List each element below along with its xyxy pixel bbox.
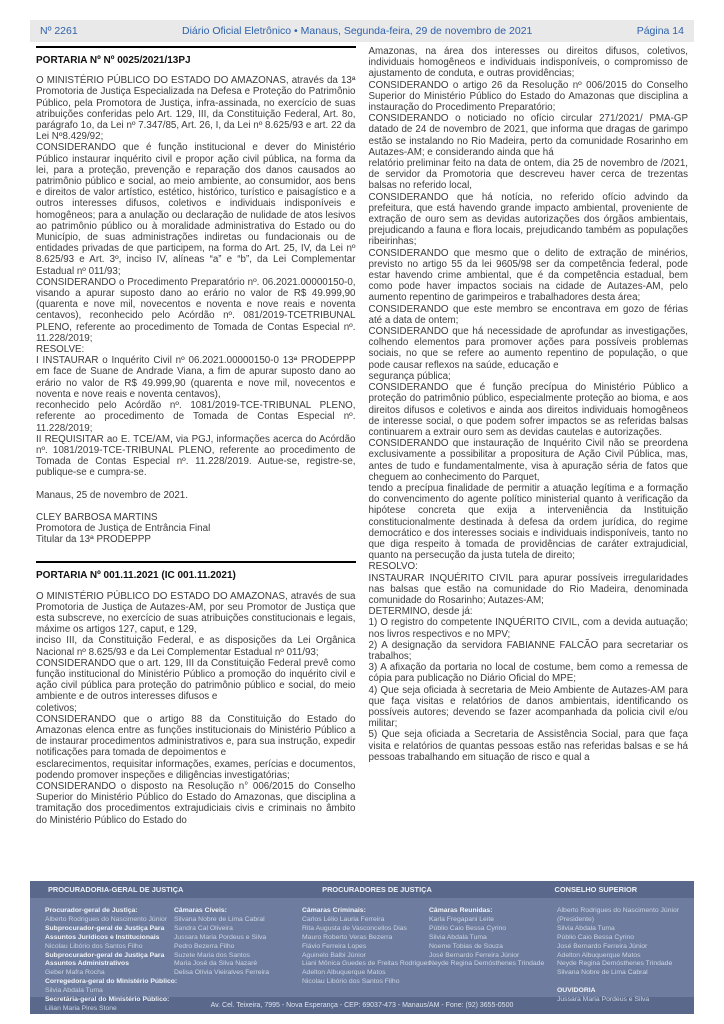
page-number: Página 14: [636, 25, 684, 37]
footer-name-line: Karla Fregapani Leite: [429, 915, 494, 923]
body-paragraph: 4) Que seja oficiada à secretaria de Meio Ambiente de Autazes-AM para que faça visitas e relatórios de danos ambientais, identificando os possíveis autores; devendo se fazer acompanhada da policia civil e/ou militar;: [368, 684, 688, 730]
footer-name-line: Sandra Cal Oliveira: [174, 924, 233, 932]
footer-name-line: Suzete Maria dos Santos: [174, 951, 250, 959]
footer-header-band: [30, 881, 694, 898]
footer-name-line: Subprocurador-geral de Justiça Para: [45, 924, 165, 932]
portaria1-body: [36, 75, 356, 478]
body-paragraph: II REQUISITAR ao E. TCE/AM, via PGJ, informações acerca do Acórdão nº. 1081/2019-TCE-TRIBUNAL PLENO, referente ao procedimento de Tomada de Contas Especial nº. 11.228/2019. Autue-se, registre-se, publique-se e cumpra-se.: [36, 433, 356, 479]
portaria2-title: PORTARIA Nº 001.11.2021 (IC 001.11.2021): [36, 570, 236, 582]
portaria1-dateline: Manaus, 25 de novembro de 2021.: [36, 489, 188, 501]
institutional-footer: [30, 881, 694, 1014]
body-paragraph: inciso III, da Constituição Federal, e as disposições da Lei Orgânica Nacional nº 8.625/93 e da Lei Complementar Estadual nº 011/93;: [36, 635, 356, 658]
footer-column-pgj-roles: [45, 907, 178, 1014]
horizontal-rule: [36, 561, 356, 563]
gazette-title: Diário Oficial Eletrônico • Manaus, Segunda-feira, 29 de novembro de 2021: [182, 25, 533, 37]
body-paragraph: O MINISTÉRIO PÚBLICO DO ESTADO DO AMAZONAS, através da 13ª Promotoria de Justiça Especializada na Defesa e Proteção do Patrimônio Público, pela Promotora de Justiça, infra-assinada, no exercício de suas atribuições conferidas pelo Art. 129, III, da Constituição Federal, Art. 8o, parágrafo 1o, da Lei nº 7.347/85, Art. 26, I, da Lei nº 8.625/93 e art. 22 da Lei Nº8.429/92;: [36, 75, 356, 143]
footer-name-line: Câmaras Reunidas:: [429, 907, 493, 914]
body-paragraph: CONSIDERANDO que é função precípua do Ministério Público a proteção do patrimônio público, especialmente proteção ao bioma, e aos direitos difusos e coletivos e ainda aos direitos individuais homogêneos de interesse social, o que podem sofrer impactos se as referidas balsas continuarem a extrair ouro sem as devidas cautelas e autorizações.: [368, 382, 688, 438]
footer-name-line: Corregedora-geral do Ministério Público:: [45, 978, 178, 986]
body-paragraph: CONSIDERANDO que é função institucional e dever do Ministério Público instaurar inquérito civil e propor ação civil pública, na forma da lei, para a proteção, prevenção e reparação dos danos causados ao patrimônio público e social, ao meio ambiente, ao consumidor, aos bens e direitos de valor artístico, estético, histórico, turístico e paisagístico e a outros interesses difusos, coletivos e individuais indisponíveis e homogêneos; para a anulação ou declaração de nulidade de atos lesivos ao patrimônio público ou à moralidade administrativa do Estado ou do Município, de suas administrações indiretas ou fundacionais ou de entidades privadas de que participem, na forma do Art. 25, IV, da Lei nº 8.625/93 e Art. 3º, inciso IV, alíneas “a” e “b”, da Lei Complementar Estadual nº 011/93;: [36, 142, 356, 277]
body-paragraph: 2) A designação da servidora FABIANNE FALCÃO para secretariar os trabalhos;: [368, 639, 688, 662]
horizontal-rule: [36, 46, 356, 48]
footer-name-line: Delisa Olívia Vieiralves Ferreira: [174, 969, 270, 977]
footer-name-line: Adelton Albuquerque Matos: [302, 969, 386, 977]
body-paragraph: Amazonas, na área dos interesses ou direitos difusos, coletivos, individuais homogêneos e individuais indisponíveis, o compromisso de ajustamento de conduta, e outras providências;: [368, 46, 688, 80]
portaria2-body-continued: [369, 46, 689, 763]
body-paragraph: CONSIDERANDO o noticiado no ofício circular 271/2021/ PMA-GP datado de 24 de novembro de 2021, que informa que dragas de garimpo estão se instalando no Rio Madeira, perto da comunidade Rosarinho em Autazes-AM; e considerando ainda que há: [368, 113, 688, 158]
body-paragraph: CONSIDERANDO que há notícia, no referido ofício advindo da prefeitura, que está havendo grande impacto ambiental, proveniente de extração de ouro sem as devidas autorizações dos órgãos ambientais, prejudicando a fauna e flora locais, prejudicando também as populações ribeirinhas;: [368, 191, 688, 248]
footer-name-line: Neyde Regina Demósthenes Trindade: [557, 960, 673, 968]
body-paragraph: O MINISTÉRIO PÚBLICO DO ESTADO DO AMAZONAS, através de sua Promotoria de Justiça de Autazes-AM, por seu Promotor de Justiça que esta subscreve, no exercício de suas atribuições constitucionais e legais, máxime os artigos 127, caput, e 129,: [36, 590, 356, 636]
body-paragraph: CONSIDERANDO o artigo 26 da Resolução nº 006/2015 do Conselho Superior do Ministério Público do Estado do Amazonas que disciplina a instauração do Procedimento Preparatório;: [368, 79, 688, 114]
footer-name-line: Câmaras Criminais:: [302, 907, 366, 914]
body-paragraph: CONSIDERANDO o Procedimento Preparatório nº. 06.2021.00000150-0, visando a apurar suposto dano ao erário no valor de R$ 49.999,90 (quarenta e nove mil, novecentos e noventa e nove reais e noventa centavos), reconhecido pelo Acórdão nº. 081/2019-TCETRIBUNAL PLENO, referente ao procedimento de Tomada de Contas Especial nº. 11.228/2019;: [36, 276, 356, 344]
body-paragraph: I INSTAURAR o Inquérito Civil nº 06.2021.00000150-0 13ª PRODEPPP em face de Suane de Andrade Viana, a fim de apurar suposto dano ao erário no valor de R$ 49.999,90 (quarenta e nove mil, novecentos e noventa e nove reais e noventa centavos),: [36, 355, 356, 400]
footer-name-line: Mauro Roberto Veras Bezerra: [302, 933, 393, 941]
body-paragraph: CONSIDERANDO que este membro se encontrava em gozo de férias até a data de ontem;: [368, 303, 688, 326]
footer-name-line: [557, 978, 692, 987]
body-paragraph: DETERMINO, desde já:: [368, 606, 473, 618]
footer-section-title-conselho: CONSELHO SUPERIOR: [554, 885, 638, 894]
footer-name-line: Rita Augusta de Vasconcellos Dias: [302, 924, 407, 932]
body-paragraph: RESOLVE:: [36, 344, 85, 356]
body-paragraph: 5) Que seja oficiada a Secretaria de Assistência Social, para que faça visita e relatórios de quantas pessoas estão nas referidas balsas e se há pessoas trabalhando em situação de risco e qual a: [368, 729, 688, 763]
body-paragraph: relatório preliminar feito na data de ontem, dia 25 de novembro de /2021, de servidor da Promotoria que descreveu haver cerca de trezentas balsas no referido local,: [368, 158, 688, 192]
footer-name-line: Silvia Abdala Tuma: [429, 933, 487, 941]
footer-section-title-pgj: PROCURADORIA-GERAL DE JUSTIÇA: [48, 885, 184, 894]
footer-column-conselho-superior: [557, 907, 692, 1005]
body-paragraph: INSTAURAR INQUÉRITO CIVIL para apurar possíveis irregularidades nas balsas que estão na comunidade do Rio Madeira, denominada comunidade do Rosarinho; Autazes-AM;: [368, 572, 688, 606]
footer-name-line: Flávio Ferreira Lopes: [302, 942, 367, 950]
page-header-bar: [30, 20, 694, 42]
footer-name-line: Liani Mônica Guedes de Freitas Rodrigues: [302, 960, 431, 968]
footer-name-line: Silvia Abdala Tuma: [557, 924, 615, 932]
footer-name-line: Silvana Nobre de Lima Cabral: [174, 915, 265, 923]
footer-name-line: (Presidente): [557, 915, 595, 923]
portaria1-title: PORTARIA Nº Nº 0025/2021/13PJ: [36, 55, 191, 66]
left-column: [36, 46, 356, 826]
footer-name-line: Neyde Regina Demósthenes Trindade: [429, 960, 545, 968]
footer-name-line: Assuntos Administrativos: [45, 960, 129, 968]
portaria1-signature: [36, 512, 356, 546]
footer-name-line: Jussara Maria Pordeus e Silva: [174, 933, 267, 941]
footer-name-line: Alberto Rodrigues do Nascimento Júnior: [45, 915, 168, 923]
portaria2-body: [36, 591, 356, 826]
body-paragraph: CONSIDERANDO que instauração de Inquérito Civil não se preordena exclusivamente a possibilitar a propositura de Ação Civil Pública, mas, antes de tudo e fundamentalmente, visa à apuração séria de fatos que cheguem ao conhecimento do Parquet,: [368, 438, 688, 483]
footer-name-line: Procurador-geral de Justiça:: [45, 907, 138, 914]
footer-column-camaras-civeis: [174, 907, 299, 978]
body-paragraph: coletivos;: [36, 702, 77, 714]
footer-name-line: Lilian Maria Pires Stone: [45, 1004, 117, 1012]
body-paragraph: CONSIDERANDO que o artigo 88 da Constituição do Estado do Amazonas elenca entre as funções institucionais do Ministério Público a de instaurar procedimentos administrativos e, para sua instrução, expedir notificações para tomada de depoimentos e: [36, 713, 356, 759]
body-paragraph: CONSIDERANDO o disposto na Resolução n° 006/2015 do Conselho Superior do Ministério Público do Estado do Amazonas, que disciplina a tramitação dos procedimentos extrajudiciais civis e criminais no âmbito do Ministério Público do Estado do: [36, 780, 356, 826]
body-paragraph: CONSIDERANDO que mesmo que o delito de extração de minérios, previsto no artigo 55 da lei 9605/98 ser da competência federal, pode estar havendo crime ambiental, que é da competência estadual, bem como pode haver impactos sociais na cidade de Autazes-AM, pelo aumento repentino de garimpeiros e trabalhadores desta área;: [368, 247, 688, 304]
footer-name-line: Adelton Albuquerque Matos: [557, 951, 641, 959]
right-column: [369, 46, 689, 826]
body-paragraph: CONSIDERANDO que o art. 129, III da Constituição Federal prevê como função institucional do Ministério Público a promoção do inquérito civil e ação civil pública para proteção do patrimônio público e social, do meio ambiente e de outros interesses difusos e: [36, 657, 356, 703]
footer-name-line: Nicolau Libório dos Santos Filho: [45, 942, 143, 950]
body-paragraph: 1) O registro do competente INQUÉRITO CIVIL, com a devida autuação; nos livros respectivos e no MPV;: [368, 617, 688, 640]
footer-name-line: Noeme Tobias de Souza: [429, 942, 503, 950]
footer-name-line: Secretária-geral do Ministério Público:: [45, 996, 170, 1004]
footer-column-camaras-criminais: [302, 907, 431, 987]
body-paragraph: esclarecimentos, requisitar informações, exames, perícias e documentos, podendo promover inspeções e diligências investigatórias;: [36, 758, 356, 781]
footer-section-title-procuradores: PROCURADORES DE JUSTIÇA: [322, 885, 432, 894]
footer-name-line: Geber Mafra Rocha: [45, 969, 105, 977]
signature-line: Promotora de Justiça de Entrância Final: [36, 522, 211, 534]
footer-name-line: Jussara Maria Pordeus e Silva: [557, 996, 650, 1004]
footer-name-line: José Bernardo Ferreira Júnior: [429, 951, 520, 959]
footer-name-line: Públio Caio Bessa Cyrino: [557, 933, 635, 941]
signature-line: Titular da 13ª PRODEPPP: [36, 534, 151, 546]
footer-column-camaras-reunidas: [429, 907, 556, 969]
footer-name-line: Alberto Rodrigues do Nascimento Júnior: [557, 907, 680, 914]
footer-name-line: Câmaras Cíveis:: [174, 907, 227, 914]
footer-name-line: Carlos Lélio Lauria Ferreira: [302, 915, 385, 923]
body-paragraph: CONSIDERANDO que há necessidade de aprofundar as investigações, colhendo elementos para promover ações para possíveis problemas sociais, no que se refere ao aumento repentino de população, o que pode causar reflexos na saúde, educação e: [368, 326, 688, 371]
footer-name-line: Nicolau Libório dos Santos Filho: [302, 978, 400, 986]
footer-name-line: Subprocurador-geral de Justiça Para: [45, 951, 165, 959]
document-body: [36, 46, 688, 826]
body-paragraph: RESOLVO:: [368, 561, 418, 573]
footer-name-line: OUVIDORIA: [557, 987, 596, 995]
signature-line: CLEY BARBOSA MARTINS: [36, 511, 158, 523]
body-paragraph: 3) A afixação da portaria no local de costume, bem como a remessa de cópia para publicação no Diário Oficial do MPE;: [368, 662, 688, 685]
footer-name-line: José Bernardo Ferreira Júnior: [557, 942, 648, 950]
footer-name-line: Públio Caio Bessa Cyrino: [429, 924, 507, 932]
footer-name-line: Assuntos Jurídicos e Institucionais: [45, 933, 160, 941]
body-paragraph: tendo a precípua finalidade de permitir a atuação legítima e a formação do convencimento do agente político ministerial quanto à verificação da hipótese concreta que exija a interveniência da Instituição constitucionalmente destinada à defesa da ordem jurídica, do regime democrático e dos interesses sociais e individuais indisponíveis, tanto no que diga respeito à tomada de providências de caráter extrajudicial, quanto na persecução da justa tutela de direito;: [368, 482, 688, 562]
footer-name-line: Silvana Nobre de Lima Cabral: [557, 969, 648, 977]
footer-name-line: Maria José da Silva Nazaré: [174, 960, 258, 968]
footer-name-line: Silvia Abdala Tuma: [45, 987, 103, 995]
body-paragraph: reconhecido pelo Acórdão nº. 1081/2019-TCE-TRIBUNAL PLENO, referente ao procedimento de Tomada de Contas Especial nº. 11.228/2019;: [36, 400, 356, 434]
footer-address: Av. Cel. Teixeira, 7995 - Nova Esperança - CEP: 69037-473 - Manaus/AM - Fone: (92) 3655-0500: [30, 997, 694, 1014]
body-paragraph: segurança pública;: [368, 370, 451, 382]
footer-name-line: Pedro Bezerra Filho: [174, 942, 235, 950]
footer-name-line: Aguinelo Balbi Júnior: [302, 951, 366, 959]
issue-number: Nº 2261: [40, 25, 78, 37]
